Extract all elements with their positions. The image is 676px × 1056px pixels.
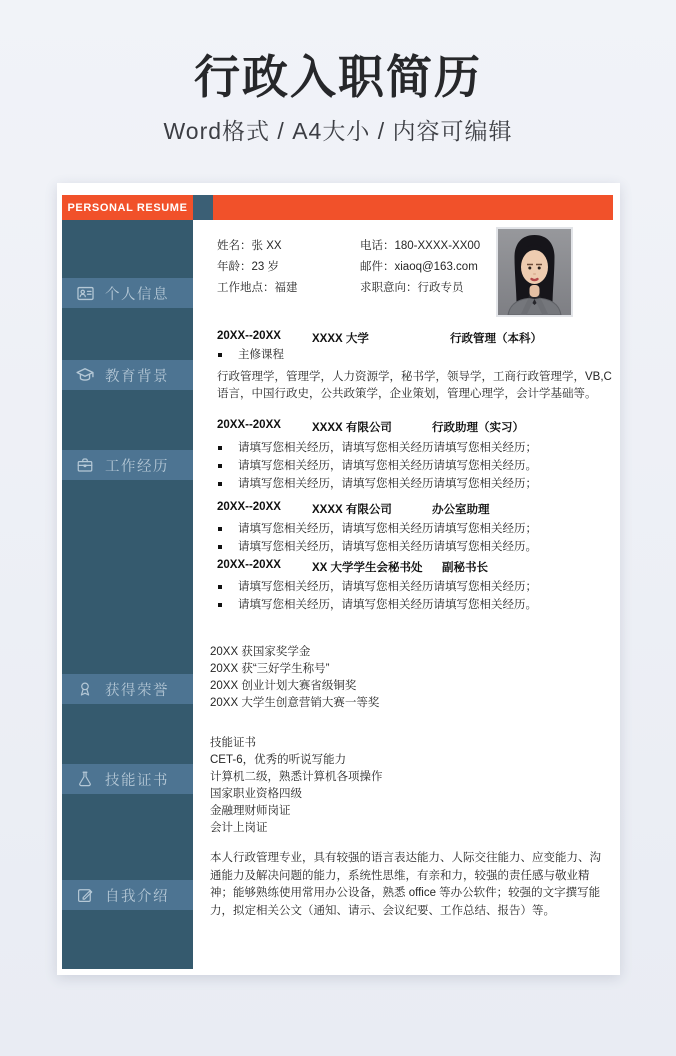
- email-field: 邮件：xiaoq@163.com: [360, 261, 478, 273]
- skill-item: 计算机二级，熟悉计算机各项操作: [210, 771, 383, 783]
- phone-field: 电话：180-XXXX-XX00: [360, 240, 481, 252]
- age-field: 年龄：23 岁: [217, 261, 279, 273]
- education-bullet-label: 主修课程: [238, 349, 284, 361]
- sidebar-item-label: 自我介绍: [105, 888, 169, 905]
- skill-item: 会计上岗证: [210, 822, 268, 834]
- location-field: 工作地点：福建: [217, 282, 298, 294]
- personal-resume-label: PERSONAL RESUME: [67, 201, 188, 214]
- education-heading: [217, 330, 542, 346]
- work-bullet: 请填写您相关经历，请填写您相关经历请填写您相关经历；: [238, 442, 537, 454]
- work-entry-heading: [217, 559, 488, 575]
- bullet-icon: [218, 527, 222, 531]
- education-bullet-row: [217, 346, 617, 364]
- sidebar-item-label: 教育背景: [105, 368, 169, 385]
- honor-item: 20XX 获国家奖学金: [210, 646, 311, 658]
- education-period: 20XX--20XX: [217, 330, 281, 342]
- education-courses: 行政管理学，管理学，人力资源学，秘书学，领导学，工商行政管理学，VB,C 语言，中国行政史，公共政策学，企业策划，管理心理学，会计学基础等。: [217, 371, 612, 400]
- sidebar-item-label: 工作经历: [105, 458, 169, 475]
- work-org: XXXX 有限公司: [312, 504, 392, 516]
- honors-list: [210, 644, 613, 712]
- bullet-icon: [218, 353, 222, 357]
- personal-info-right-column: [360, 236, 480, 299]
- skills-list: [210, 735, 613, 837]
- honor-item: 20XX 获“三好学生称号”: [210, 663, 330, 675]
- honor-item: 20XX 创业计划大赛省级铜奖: [210, 680, 357, 692]
- personal-info-left-column: [217, 236, 298, 299]
- work-entry-bullets: [217, 520, 617, 556]
- work-bullet: 请填写您相关经历，请填写您相关经历请填写您相关经历；: [238, 581, 537, 593]
- page-header: [0, 0, 676, 146]
- bullet-icon: [218, 482, 222, 486]
- work-role: 办公室助理: [432, 504, 490, 516]
- work-role: 副秘书长: [442, 562, 488, 574]
- skill-item: CET-6，优秀的听说写能力: [210, 754, 347, 766]
- skill-item: 技能证书: [210, 737, 256, 749]
- education-school: XXXX 大学: [312, 333, 369, 345]
- bullet-icon: [218, 585, 222, 589]
- work-bullet: 请填写您相关经历，请填写您相关经历请填写您相关经历。: [238, 460, 537, 472]
- sidebar-item-label: 技能证书: [105, 772, 169, 789]
- work-entry-heading: [217, 419, 524, 435]
- skill-item: 国家职业资格四级: [210, 788, 302, 800]
- resume-content: [57, 183, 620, 975]
- work-bullet: 请填写您相关经历，请填写您相关经历请填写您相关经历；: [238, 523, 537, 535]
- bullet-icon: [218, 545, 222, 549]
- work-bullet: 请填写您相关经历，请填写您相关经历请填写您相关经历。: [238, 599, 537, 611]
- work-period: 20XX--20XX: [217, 501, 281, 513]
- sidebar-item-label: 个人信息: [105, 286, 169, 303]
- work-role: 行政助理（实习）: [432, 422, 524, 434]
- profile-photo: [496, 227, 573, 317]
- bullet-icon: [218, 603, 222, 607]
- name-field: 姓名：张 XX: [217, 240, 282, 252]
- bullet-icon: [218, 446, 222, 450]
- page-title: 行政入职简历: [194, 51, 482, 103]
- education-degree: 行政管理（本科）: [450, 333, 542, 345]
- self-introduction-text: 本人行政管理专业，具有较强的语言表达能力、人际交往能力、应变能力、沟通能力及解决问题的能力，系统性思维，有亲和力，较强的责任感与敬业精神；能够熟练使用常用办公设备，熟悉 office 等办公软件；较强的文字撰写能力，拟定相关公文（通知、请示、会议纪要、工作总结、报告）等。: [210, 852, 601, 917]
- resume-page: [57, 183, 620, 975]
- work-entry-bullets: [217, 439, 617, 493]
- work-period: 20XX--20XX: [217, 559, 281, 571]
- work-period: 20XX--20XX: [217, 419, 281, 431]
- work-bullet: 请填写您相关经历，请填写您相关经历请填写您相关经历；: [238, 478, 537, 490]
- honor-item: 20XX 大学生创意营销大赛一等奖: [210, 697, 380, 709]
- work-org: XX 大学学生会秘书处: [312, 562, 423, 574]
- sidebar-item-label: 获得荣誉: [105, 682, 169, 699]
- work-org: XXXX 有限公司: [312, 422, 392, 434]
- skill-item: 金融理财师岗证: [210, 805, 291, 817]
- work-entry-bullets: [217, 578, 617, 614]
- work-entry-heading: [217, 501, 490, 517]
- work-bullet: 请填写您相关经历，请填写您相关经历请填写您相关经历。: [238, 541, 537, 553]
- bullet-icon: [218, 464, 222, 468]
- page-subtitle: Word格式 / A4大小 / 内容可编辑: [163, 117, 513, 144]
- job-intention-field: 求职意向：行政专员: [360, 282, 464, 294]
